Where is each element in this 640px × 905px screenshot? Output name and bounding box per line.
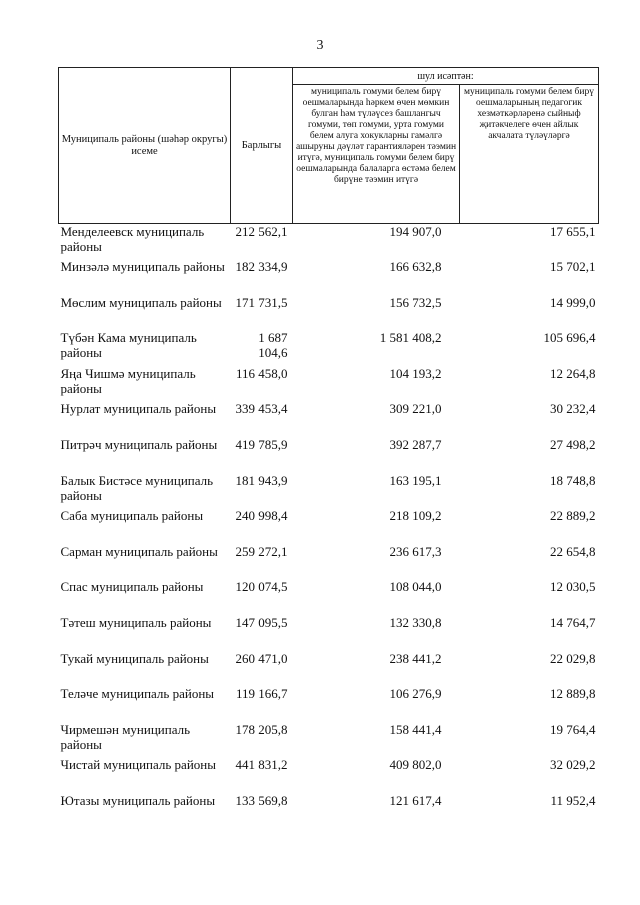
table-row: [59, 330, 599, 366]
general-education-cell: 238 441,2: [389, 650, 442, 666]
total-cell: 212 562,1: [235, 224, 288, 239]
class-teacher-payment-cell: 17 655,1: [550, 224, 596, 239]
district-name-cell: Яңа Чишмә муниципаль районы: [60, 365, 196, 396]
general-education-cell: 309 221,0: [389, 401, 442, 417]
class-teacher-payment-cell: 19 764,4: [550, 721, 596, 737]
general-education-cell: 1 581 408,2: [379, 330, 442, 346]
table-row: [59, 722, 599, 758]
total-cell: 339 453,4: [235, 401, 288, 417]
table-row: [59, 295, 599, 331]
district-name-cell: Питрәч муниципаль районы: [60, 437, 218, 453]
class-teacher-payment-cell: 12 264,8: [550, 365, 596, 381]
total-cell: 260 471,0: [235, 650, 288, 666]
district-name-cell: Саба муниципаль районы: [60, 508, 204, 524]
total-cell: 182 334,9: [235, 259, 288, 275]
general-education-cell: 392 287,7: [389, 437, 442, 453]
class-teacher-payment-cell: 14 764,7: [550, 615, 596, 631]
class-teacher-payment-cell: 22 029,8: [550, 650, 596, 666]
class-teacher-payment-cell: 12 889,8: [550, 686, 596, 702]
header-including: шул исәптән:: [293, 68, 599, 85]
total-cell: 171 731,5: [235, 294, 288, 310]
table-row: [59, 686, 599, 722]
total-cell: 419 785,9: [235, 437, 288, 453]
table-row: [59, 259, 599, 295]
table-row: [59, 437, 599, 473]
table-row: [59, 366, 599, 402]
class-teacher-payment-cell: 22 889,2: [550, 508, 596, 524]
class-teacher-payment-cell: 32 029,2: [550, 757, 596, 773]
header-class-teacher-payments: муниципаль гомуми белем бирү оешмаларының педагогик хезмәткәрләренә сыйныф җитәкчелеге өчен айлык акчалата түләүләргә: [460, 85, 599, 224]
class-teacher-payment-cell: 22 654,8: [550, 543, 596, 559]
general-education-cell: 218 109,2: [389, 508, 442, 524]
table-row: [59, 508, 599, 544]
general-education-cell: 108 044,0: [389, 579, 442, 595]
table-row: [59, 615, 599, 651]
total-cell: 116 458,0: [235, 365, 288, 381]
table-row: [59, 544, 599, 580]
table-body: [59, 224, 599, 829]
table-row: [59, 579, 599, 615]
table-row: [59, 224, 599, 260]
total-cell: 120 074,5: [235, 579, 288, 595]
general-education-cell: 166 632,8: [389, 259, 442, 275]
district-name-cell: Балык Бистәсе муниципаль районы: [60, 472, 214, 503]
table-row: [59, 757, 599, 793]
total-cell: 147 095,5: [235, 615, 288, 631]
general-education-cell: 106 276,9: [389, 686, 442, 702]
district-name-cell: Теләче муниципаль районы: [60, 686, 215, 702]
district-name-cell: Чирмешән муниципаль районы: [60, 721, 191, 752]
general-education-cell: 132 330,8: [389, 615, 442, 631]
header-general-education: муниципаль гомуми белем бирү оешмаларында һәркем өчен мөмкин булган һәм түләүсез башлангыч гомуми, төп гомуми, урта гомуми белем алуга хокукларны гамәлгә ашыруны дәүләт гарантияләрен тәэмин итүгә, муниципаль гомуми белем бирү оешмаларында балаларга өстәмә белем бирүне тәэмин итүгә: [293, 85, 460, 224]
class-teacher-payment-cell: 18 748,8: [550, 472, 596, 488]
total-cell: 119 166,7: [235, 686, 288, 702]
class-teacher-payment-cell: 105 696,4: [543, 330, 596, 346]
general-education-cell: 194 907,0: [389, 224, 442, 239]
class-teacher-payment-cell: 27 498,2: [550, 437, 596, 453]
class-teacher-payment-cell: 11 952,4: [550, 793, 596, 808]
district-name-cell: Сарман муниципаль районы: [60, 543, 218, 559]
district-name-cell: Тукай муниципаль районы: [60, 650, 209, 666]
table-header: [59, 68, 599, 224]
total-cell: 133 569,8: [235, 793, 288, 808]
district-name-cell: Тәтеш муниципаль районы: [60, 615, 212, 631]
class-teacher-payment-cell: 15 702,1: [550, 259, 596, 275]
budget-table: [58, 67, 599, 829]
district-name-cell: Спас муниципаль районы: [60, 579, 204, 595]
total-cell: 1 687 104,6: [258, 330, 288, 361]
total-cell: 240 998,4: [235, 508, 288, 524]
header-total-column: Барлыгы: [231, 68, 293, 224]
class-teacher-payment-cell: 12 030,5: [550, 579, 596, 595]
district-name-cell: Ютазы муниципаль районы: [60, 793, 216, 808]
class-teacher-payment-cell: 30 232,4: [550, 401, 596, 417]
district-name-cell: Түбән Кама муниципаль районы: [60, 330, 197, 361]
table-row: [59, 401, 599, 437]
total-cell: 178 205,8: [235, 721, 288, 737]
total-cell: 441 831,2: [235, 757, 288, 773]
general-education-cell: 104 193,2: [389, 365, 442, 381]
district-name-cell: Нурлат муниципаль районы: [60, 401, 217, 417]
general-education-cell: 409 802,0: [389, 757, 442, 773]
table-row: [59, 473, 599, 509]
table-row: [59, 651, 599, 687]
table-row: [59, 793, 599, 829]
general-education-cell: 236 617,3: [389, 543, 442, 559]
class-teacher-payment-cell: 14 999,0: [550, 294, 596, 310]
total-cell: 259 272,1: [235, 543, 288, 559]
district-name-cell: Минзәлә муниципаль районы: [60, 259, 225, 275]
district-name-cell: Мөслим муниципаль районы: [60, 294, 222, 310]
total-cell: 181 943,9: [235, 472, 288, 488]
general-education-cell: 163 195,1: [389, 472, 442, 488]
general-education-cell: 158 441,4: [389, 721, 442, 737]
page-number: 3: [316, 38, 324, 53]
header-name-column: Муниципаль районы (шәһәр округы) исеме: [59, 68, 231, 224]
district-name-cell: Менделеевск муниципаль районы: [60, 224, 205, 254]
district-name-cell: Чистай муниципаль районы: [60, 757, 216, 773]
general-education-cell: 121 617,4: [389, 793, 442, 808]
general-education-cell: 156 732,5: [389, 294, 442, 310]
